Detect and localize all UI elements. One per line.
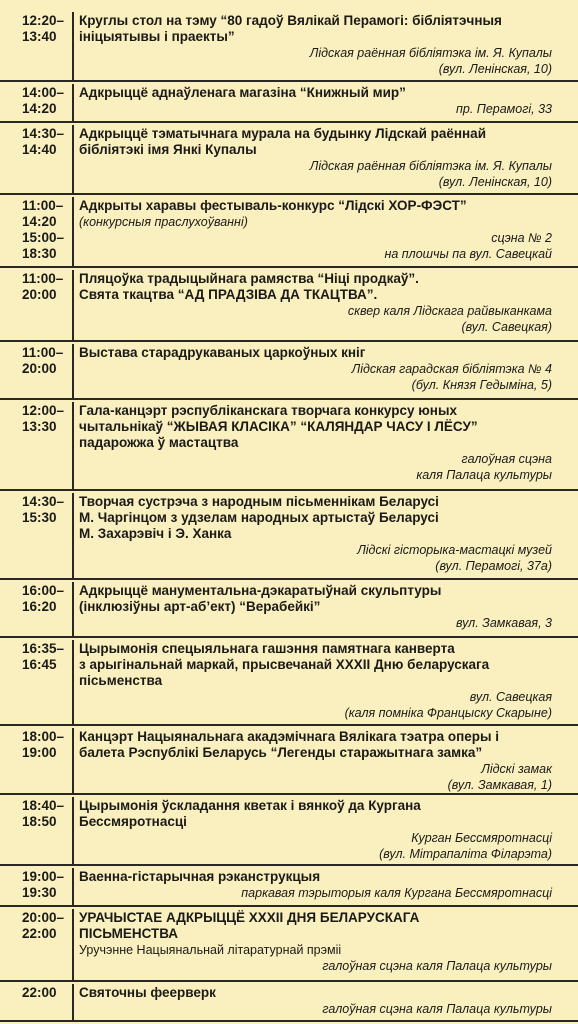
column-divider <box>72 728 74 793</box>
column-divider <box>72 868 74 905</box>
event-details <box>79 869 552 901</box>
event-details <box>79 583 552 631</box>
event-row <box>0 270 578 342</box>
event-row <box>0 344 578 400</box>
column-divider <box>72 984 74 1020</box>
event-details <box>79 729 552 793</box>
event-details <box>79 403 552 483</box>
event-time: 14:00– 14:20 <box>22 85 65 116</box>
column-divider <box>72 84 74 121</box>
event-venue: (вул. Мітрапаліта Філарэта) <box>379 847 552 861</box>
event-time: 14:30– 15:30 <box>22 494 65 525</box>
event-title: Ваенна-гістарычная рэканструкцыя <box>79 869 321 884</box>
event-venue: галоўная сцэна каля Палаца культуры <box>322 1002 552 1016</box>
event-subtitle: Уручэнне Нацыянальнай літаратурнай прэміі <box>79 943 342 957</box>
column-divider <box>72 640 74 724</box>
column-divider <box>72 270 74 340</box>
event-row <box>0 909 578 982</box>
event-venue: паркавая тэрыторыя каля Кургана Бессмяротнасці <box>241 886 552 900</box>
event-row <box>0 582 578 638</box>
event-title: Адкрыты харавы фестываль-конкурс “Лідскі ХОР-ФЭСТ” <box>79 198 467 213</box>
event-title: Адкрыццё тэматычнага мурала на будынку Лідскай раённай бібліятэкі імя Янкі Купалы <box>79 126 486 157</box>
column-divider <box>72 197 74 266</box>
event-details <box>79 494 552 574</box>
event-time: 16:00– 16:20 <box>22 583 65 614</box>
column-divider <box>72 582 74 636</box>
event-time: 16:35– 16:45 <box>22 641 65 672</box>
event-venue: (вул. Перамогі, 37а) <box>435 559 552 573</box>
event-title: Круглы стол на тэму “80 гадоў Вялікай Перамогі: бібліятэчныя ініцыятывы і праекты” <box>79 13 502 44</box>
event-time: 11:00– 14:20 15:00– 18:30 <box>22 198 65 261</box>
event-details <box>79 126 552 190</box>
event-details <box>79 910 552 974</box>
event-title: Адкрыццё аднаўленага магазіна “Книжный мир” <box>79 85 406 100</box>
event-details <box>79 641 552 721</box>
event-venue: (вул. Замкавая, 1) <box>447 778 552 792</box>
event-title: Гала-канцэрт рэспубліканскага творчага конкурсу юных чытальнікаў “ЖЫВАЯ КЛАСІКА” “КАЛЯНДАР ЧАСУ І ЛЁСУ” падарожжа ў мастацтва <box>79 403 478 450</box>
event-venue: Лідская раённая бібліятэка ім. Я. Купалы <box>309 46 552 60</box>
event-venue: (каля помніка Францыску Скарыне) <box>344 706 552 720</box>
event-row <box>0 402 578 491</box>
event-venue: вул. Замкавая, 3 <box>455 616 552 630</box>
event-row <box>0 493 578 580</box>
event-details <box>79 13 552 77</box>
event-time: 11:00– 20:00 <box>22 345 64 376</box>
event-row <box>0 728 578 795</box>
event-title: Адкрыццё манументальна-дэкаратыўнай скульптуры (інклюзіўны арт-аб’ект) “Верабейкі” <box>79 583 442 614</box>
event-title: УРАЧЫСТАЕ АДКРЫЦЦЁ XXXII ДНЯ БЕЛАРУСКАГА ПІСЬМЕНСТВА <box>79 910 420 941</box>
event-details <box>79 798 552 862</box>
event-venue: (бул. Князя Гедыміна, 5) <box>411 378 552 392</box>
event-time: 18:00– 19:00 <box>22 729 65 760</box>
event-row <box>0 12 578 82</box>
event-title: Цырымонія ўскладання кветак і вянкоў да Кургана Бессмяротнасці <box>79 798 421 829</box>
event-venue: Лідская гарадская бібліятэка № 4 <box>351 362 552 376</box>
event-row <box>0 797 578 866</box>
event-row <box>0 84 578 123</box>
event-venue: (вул. Ленінская, 10) <box>438 62 552 76</box>
column-divider <box>72 909 74 980</box>
event-venue: (вул. Ленінская, 10) <box>438 175 552 189</box>
event-time: 19:00– 19:30 <box>22 869 65 900</box>
event-details <box>79 85 552 117</box>
column-divider <box>72 344 74 398</box>
event-title: Выстава старадрукаваных царкоўных кніг <box>79 345 366 360</box>
event-details <box>79 985 552 1017</box>
event-note: (конкурсныя праслухоўванні) <box>79 215 248 229</box>
event-title: Творчая сустрэча з народным пісьменнікам Беларусі М. Чаргінцом з удзелам народных артыстаў Беларусі М. Захарэвіч і Э. Ханка <box>79 494 439 541</box>
event-venue: галоўная сцэна <box>461 452 552 466</box>
event-time: 22:00 <box>22 985 57 1000</box>
event-details <box>79 345 552 393</box>
column-divider <box>72 12 74 80</box>
event-time: 20:00– 22:00 <box>22 910 65 941</box>
column-divider <box>72 493 74 578</box>
event-time: 11:00– 20:00 <box>22 271 64 302</box>
event-venue: сцэна № 2 <box>491 231 552 245</box>
event-time: 12:00– 13:30 <box>22 403 65 434</box>
event-venue: Курган Бессмяротнасці <box>411 831 552 845</box>
event-row <box>0 197 578 268</box>
event-details <box>79 271 552 335</box>
event-time: 14:30– 14:40 <box>22 126 65 157</box>
event-venue: (вул. Савецкая) <box>461 320 552 334</box>
event-venue: вул. Савецкая <box>469 690 552 704</box>
event-venue: сквер каля Лідскага райвыканкама <box>347 304 552 318</box>
column-divider <box>72 402 74 489</box>
event-venue: Лідскі замак <box>481 762 552 776</box>
event-time: 18:40– 18:50 <box>22 798 65 829</box>
event-time: 12:20– 13:40 <box>22 13 65 44</box>
event-venue: каля Палаца культуры <box>416 468 552 482</box>
event-venue: на плошчы па вул. Савецкай <box>384 247 552 261</box>
event-venue: пр. Перамогі, 33 <box>455 102 552 116</box>
event-details <box>79 198 552 262</box>
column-divider <box>72 125 74 193</box>
column-divider <box>72 797 74 864</box>
event-title: Святочны феерверк <box>79 985 216 1000</box>
event-venue: Лідская раённая бібліятэка ім. Я. Купалы <box>309 159 552 173</box>
event-title: Канцэрт Нацыянальнага акадэмічнага Вялікага тэатра оперы і балета Рэспублікі Беларусь “Легенды старажытнага замка” <box>79 729 500 760</box>
event-row <box>0 868 578 907</box>
event-venue: галоўная сцэна каля Палаца культуры <box>322 959 552 973</box>
event-row <box>0 984 578 1022</box>
event-title: Цырымонія спецыяльнага гашэння памятнага канверта з арыгінальнай маркай, прысвечанай XXXII Дню беларускага пісьменства <box>79 641 490 688</box>
event-row <box>0 125 578 195</box>
event-row <box>0 640 578 726</box>
event-venue: Лідскі гісторыка-мастацкі музей <box>357 543 552 557</box>
event-title: Пляцоўка традыцыйнага рамяства “Ніці продкаў”. Свята ткацтва “АД ПРАДЗІВА ДА ТКАЦТВА”. <box>79 271 419 302</box>
